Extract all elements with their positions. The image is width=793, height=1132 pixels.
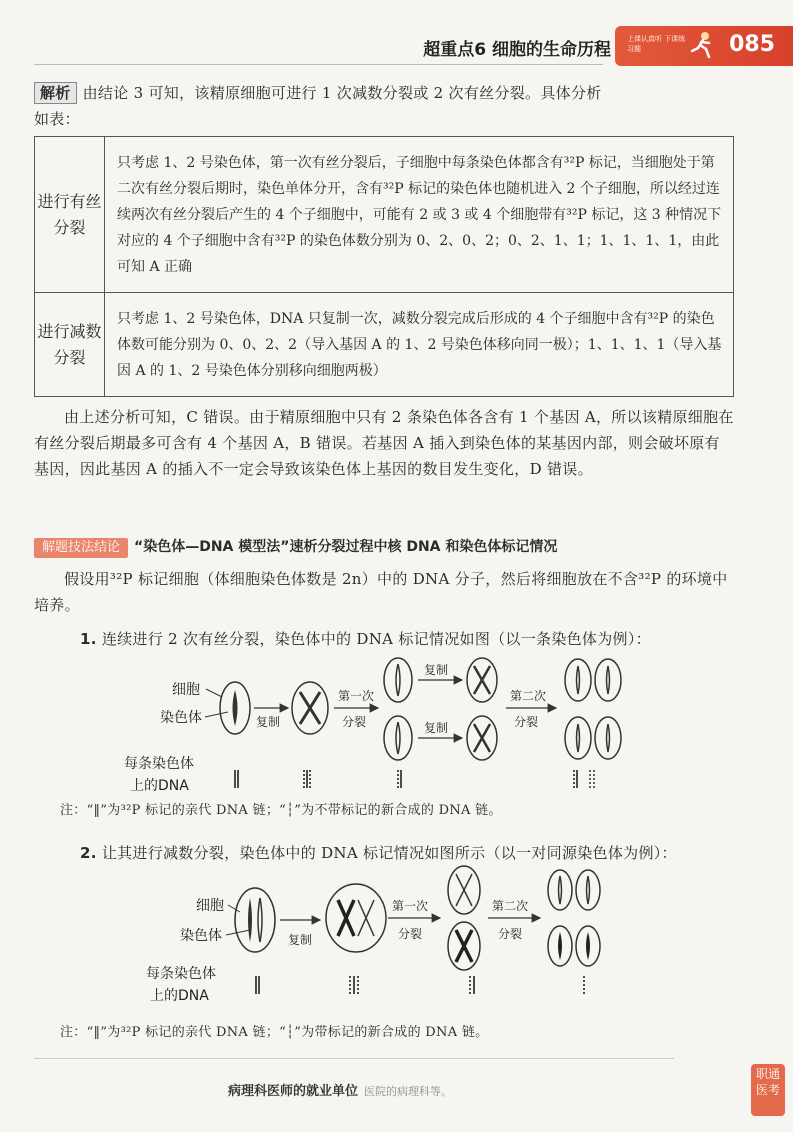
- side-tab: 职通医考: [751, 1064, 785, 1116]
- cell-shape: [326, 884, 386, 952]
- fig2-label-division-2: 分裂: [498, 927, 523, 941]
- fig1-label-second: 第二次: [510, 689, 547, 703]
- step-1-text: 连续进行 2 次有丝分裂，染色体中的 DNA 标记情况如图（以一条染色体为例）：: [101, 630, 651, 648]
- step-2-number: 2.: [80, 844, 97, 862]
- fig1-label-division: 分裂: [342, 715, 367, 729]
- footer: [228, 1080, 452, 1099]
- fig1-label-chromosome: 染色体: [160, 710, 202, 726]
- fig2-label-dna2: 上的DNA: [150, 988, 209, 1004]
- analysis-conclusion: 由上述分析可知，C 错误。由于精原细胞中只有 2 条染色体各含有 1 个基因 A，所以该精原细胞在有丝分裂后期最多可含有 4 个基因 A，B 错误。若基因 A 插入到染色体的某基因内部，则会破坏原有基因，因此基因 A 的插入不一定会导致该染色体上基因的数目发生变化，D 错误。: [34, 408, 734, 478]
- fig2-label-dna1: 每条染色体: [146, 966, 216, 982]
- footer-main: 病理科医师的就业单位: [228, 1084, 359, 1099]
- step-2: [80, 840, 740, 866]
- fig2-note: 注：“‖”为³²P 标记的亲代 DNA 链；“┆”为带标记的新合成的 DNA 链。: [60, 1025, 489, 1040]
- technique-assumption: 假设用³²P 标记细胞（体细胞染色体数是 2n）中的 DNA 分子，然后将细胞放在不含³²P 的环境中培养。: [34, 570, 728, 614]
- fig2-label-chromosome: 染色体: [180, 928, 222, 944]
- fig1-label-dna1: 每条染色体: [124, 756, 194, 772]
- page-number: 085: [729, 32, 775, 57]
- fig2-label-second: 第二次: [492, 899, 529, 913]
- step-1-number: 1.: [80, 630, 97, 648]
- fig2-label-division: 分裂: [398, 927, 423, 941]
- fig1-label-first: 第一次: [338, 689, 375, 703]
- cell-shape: [565, 717, 591, 759]
- fig1-label-division-2: 分裂: [514, 715, 539, 729]
- fig2-label-replicate: 复制: [288, 933, 313, 947]
- row-text-meiosis: 只考虑 1、2 号染色体，DNA 只复制一次，减数分裂完成后形成的 4 个子细胞中含有³²P 的染色体数可能分别为 0、0、2、2（导入基因 A 的 1、2 号染色体移向同一极）；1、1、1、1（导入基因 A 的 1、2 号染色体分别移向细胞两极）: [105, 293, 734, 397]
- fig2-label-first: 第一次: [392, 899, 429, 913]
- chapter-title: 超重点6 细胞的生命历程: [423, 40, 611, 60]
- footer-rule: [34, 1058, 674, 1059]
- technique-heading: “染色体—DNA 模型法”速析分裂过程中核 DNA 和染色体标记情况: [134, 539, 558, 555]
- analysis-intro-line1: 由结论 3 可知，该精原细胞可进行 1 次减数分裂或 2 次有丝分裂。具体分析: [82, 84, 602, 102]
- row-text-mitosis: 只考虑 1、2 号染色体，第一次有丝分裂后，子细胞中每条染色体都含有³²P 标记，当细胞处于第二次有丝分裂后期时，染色单体分开，含有³²P 标记的染色体也随机进入 2 个子细胞，所以经过连续两次有丝分裂后产生的 4 个子细胞中，可能有 2 或 3 或 4 个细胞带有³²P 标记，这 3 种情况下对应的 4 个子细胞中含有³²P 的染色体数分别为 0、2、0、2；0、2、1、1；1、1、1、1，由此可知 A 正确: [105, 137, 734, 293]
- row-label-mitosis: 进行有丝分裂: [35, 137, 105, 293]
- fig1-note: 注：“‖”为³²P 标记的亲代 DNA 链；“┆”为不带标记的新合成的 DNA 链。: [60, 803, 502, 818]
- fig1-label-cell: 细胞: [172, 682, 200, 698]
- cell-shape: [565, 659, 591, 701]
- fig1-label-replicate: 复制: [256, 715, 281, 729]
- cell-shape: [235, 888, 275, 952]
- cell-shape: [595, 717, 621, 759]
- fig1-label-replicate-2: 复制: [424, 663, 449, 677]
- fig2-label-cell: 细胞: [196, 898, 224, 914]
- fig1-label-replicate-3: 复制: [424, 721, 449, 735]
- step-2-text: 让其进行减数分裂，染色体中的 DNA 标记情况如图所示（以一对同源染色体为例）：: [101, 844, 677, 862]
- row-label-meiosis: 进行减数分裂: [35, 293, 105, 397]
- fig1-label-dna2: 上的DNA: [130, 778, 189, 794]
- technique-tag: 解题技法结论: [34, 538, 128, 558]
- cell-shape: [595, 659, 621, 701]
- footer-sub: 医院的病理科等。: [364, 1085, 453, 1098]
- analysis-tag: 解析: [34, 82, 77, 104]
- badge-slogan: 上课认真听 下课练习题: [627, 35, 686, 53]
- analysis-intro-line2: 如表：: [34, 110, 80, 128]
